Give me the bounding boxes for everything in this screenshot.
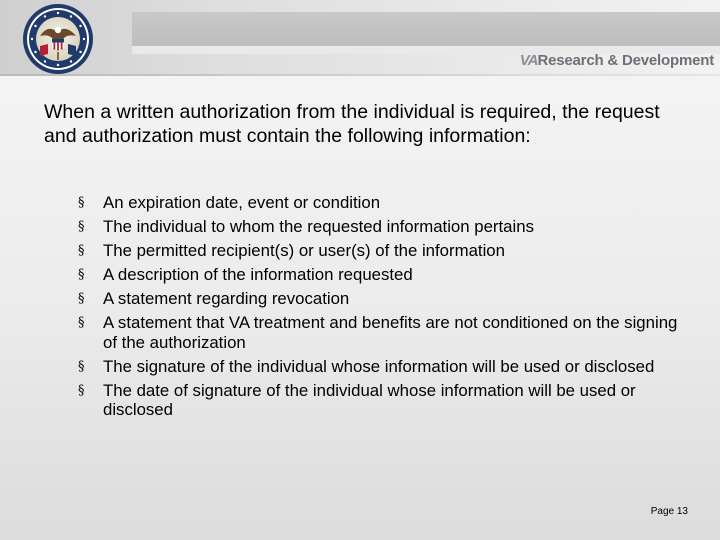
- bullet-marker: §: [78, 243, 85, 258]
- bullet-marker: §: [78, 315, 85, 330]
- list-item-text: A statement regarding revocation: [103, 289, 350, 308]
- list-item-text: An expiration date, event or condition: [103, 193, 381, 212]
- bullet-marker: §: [78, 195, 85, 210]
- list-item: [78, 241, 688, 261]
- header-stripe: [132, 12, 720, 47]
- brand-va: VA: [519, 52, 538, 69]
- intro-text: When a written authorization from the individual is required, the request and authorization must contain the following information:: [44, 101, 660, 147]
- requirements-list: [78, 193, 688, 424]
- va-seal-icon: [10, 2, 106, 76]
- list-item-text: The signature of the individual whose information will be used or disclosed: [103, 356, 655, 376]
- list-item-text: The individual to whom the requested information pertains: [103, 217, 534, 236]
- bullet-marker: §: [78, 358, 85, 374]
- list-item-text: A description of the information requested: [103, 265, 413, 284]
- bullet-marker: §: [78, 291, 85, 306]
- list-item-text: The permitted recipient(s) or user(s) of the information: [103, 241, 505, 260]
- brand-logo-text: [520, 52, 714, 70]
- list-item: [78, 313, 688, 352]
- list-item: [78, 265, 688, 285]
- bullet-marker: §: [78, 219, 85, 234]
- list-item-text: The date of signature of the individual whose information will be used or disclosed: [103, 380, 636, 419]
- list-item-text: A statement that VA treatment and benefits are not conditioned on the signing of the authorization: [103, 313, 678, 352]
- list-item: [78, 289, 688, 309]
- bullet-marker: §: [78, 382, 85, 398]
- list-item: [78, 357, 688, 377]
- list-item: [78, 217, 688, 237]
- brand-research-development: Research & Development: [537, 52, 714, 69]
- list-item: [78, 193, 688, 213]
- bullet-marker: §: [78, 267, 85, 282]
- slide-header: [0, 0, 720, 78]
- list-item: [78, 381, 688, 420]
- page-number: Page 13: [650, 506, 688, 517]
